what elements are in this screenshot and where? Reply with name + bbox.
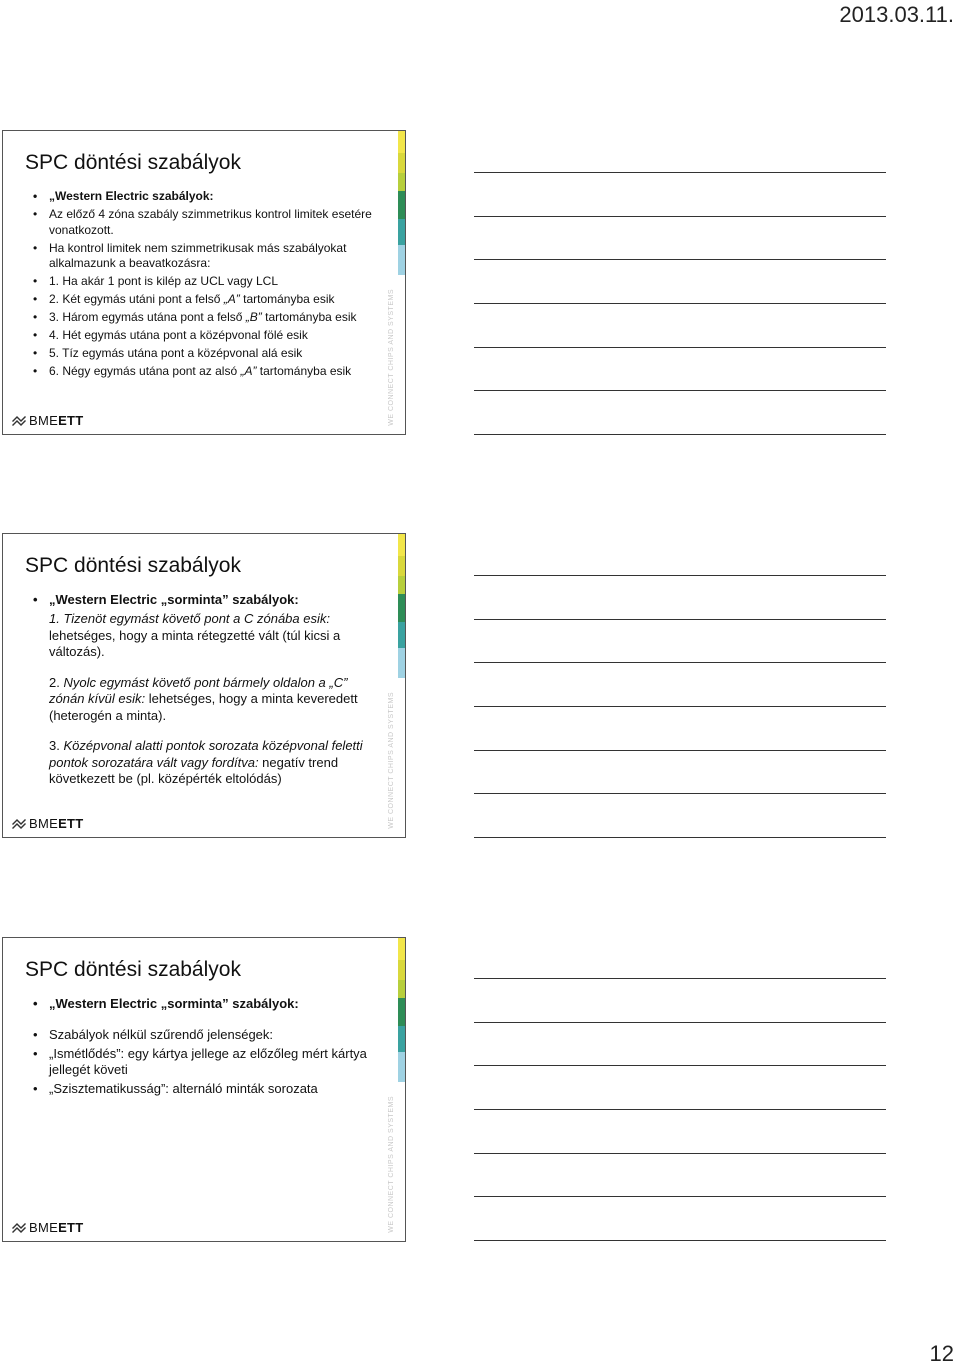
- logo-mark-icon: [11, 817, 27, 831]
- slide-title: SPC döntési szabályok: [25, 151, 241, 174]
- note-line: [474, 1022, 886, 1023]
- bullet-list: [33, 189, 385, 382]
- bmeett-logo: BMEETT: [11, 1220, 84, 1235]
- page-number: 12: [929, 1341, 954, 1366]
- list-item: • 3. Három egymás utána pont a felső „B” tartományba esik: [33, 310, 385, 326]
- list-item: • Ha kontrol limitek nem szimmetrikusak más szabályokat alkalmazunk a beavatkozásra:: [33, 241, 385, 272]
- note-line: [474, 434, 886, 435]
- list-item: • „Western Electric „sorminta” szabályok:: [33, 996, 385, 1013]
- list-item: • Az előző 4 zóna szabály szimmetrikus kontrol limitek esetére vonatkozott.: [33, 207, 385, 238]
- note-line: [474, 750, 886, 751]
- slide-1: [2, 130, 406, 435]
- bullet-list: [33, 592, 385, 790]
- note-line: [474, 216, 886, 217]
- note-line: [474, 1153, 886, 1154]
- vertical-slogan: WE CONNECT CHIPS AND SYSTEMS: [388, 692, 395, 829]
- list-item: • „Western Electric szabályok:: [33, 189, 385, 205]
- logo-mark-icon: [11, 1221, 27, 1235]
- note-line: [474, 575, 886, 576]
- vertical-slogan: WE CONNECT CHIPS AND SYSTEMS: [388, 1096, 395, 1233]
- list-item: • „Szisztematikusság”: alternáló minták sorozata: [33, 1081, 385, 1098]
- vertical-slogan: WE CONNECT CHIPS AND SYSTEMS: [388, 289, 395, 426]
- list-item: 3. Középvonal alatti pontok sorozata középvonal feletti pontok sorozatára vált vagy fordítva: negatív trend következett be (pl. középérték eltolódás): [49, 738, 363, 786]
- note-line: [474, 793, 886, 794]
- color-stripe: [398, 938, 405, 1241]
- note-line: [474, 1065, 886, 1066]
- color-stripe: [398, 131, 405, 434]
- list-item: • 6. Négy egymás utána pont az alsó „A” tartományba esik: [33, 364, 385, 380]
- list-item: • „Western Electric „sorminta” szabályok:: [33, 592, 385, 609]
- list-item: • 5. Tíz egymás utána pont a középvonal alá esik: [33, 346, 385, 362]
- note-line: [474, 1196, 886, 1197]
- note-line: [474, 1240, 886, 1241]
- page-date: 2013.03.11.: [839, 2, 954, 27]
- note-line: [474, 978, 886, 979]
- note-line: [474, 172, 886, 173]
- note-line: [474, 347, 886, 348]
- list-item: • Szabályok nélkül szűrendő jelenségek:: [33, 1027, 385, 1044]
- note-line: [474, 662, 886, 663]
- bmeett-logo: BMEETT: [11, 413, 84, 428]
- note-line: [474, 706, 886, 707]
- list-item: 1. Tizenöt egymást követő pont a C zónába esik: lehetséges, hogy a minta rétegzetté vált (túl kicsi a változás).: [49, 611, 341, 659]
- list-item: • 1. Ha akár 1 pont is kilép az UCL vagy LCL: [33, 274, 385, 290]
- note-line: [474, 303, 886, 304]
- bmeett-logo: BMEETT: [11, 816, 84, 831]
- slide-3: [2, 937, 406, 1242]
- list-item: • 2. Két egymás utáni pont a felső „A” tartományba esik: [33, 292, 385, 308]
- note-line: [474, 259, 886, 260]
- note-line: [474, 837, 886, 838]
- list-item: 2. Nyolc egymást követő pont bármely oldalon a „C” zónán kívül esik: lehetséges, hogy a minta keveredett (heterogén a minta).: [49, 674, 358, 723]
- note-line: [474, 1109, 886, 1110]
- list-item: • „Ismétlődés”: egy kártya jellege az előzőleg mért kártya jellegét követi: [33, 1046, 385, 1079]
- bullet-list: [33, 996, 385, 1100]
- slide-title: SPC döntési szabályok: [25, 554, 241, 577]
- slide-title: SPC döntési szabályok: [25, 958, 241, 981]
- note-line: [474, 390, 886, 391]
- slide-2: [2, 533, 406, 838]
- logo-mark-icon: [11, 414, 27, 428]
- note-line: [474, 619, 886, 620]
- color-stripe: [398, 534, 405, 837]
- list-item: • 4. Hét egymás utána pont a középvonal fölé esik: [33, 328, 385, 344]
